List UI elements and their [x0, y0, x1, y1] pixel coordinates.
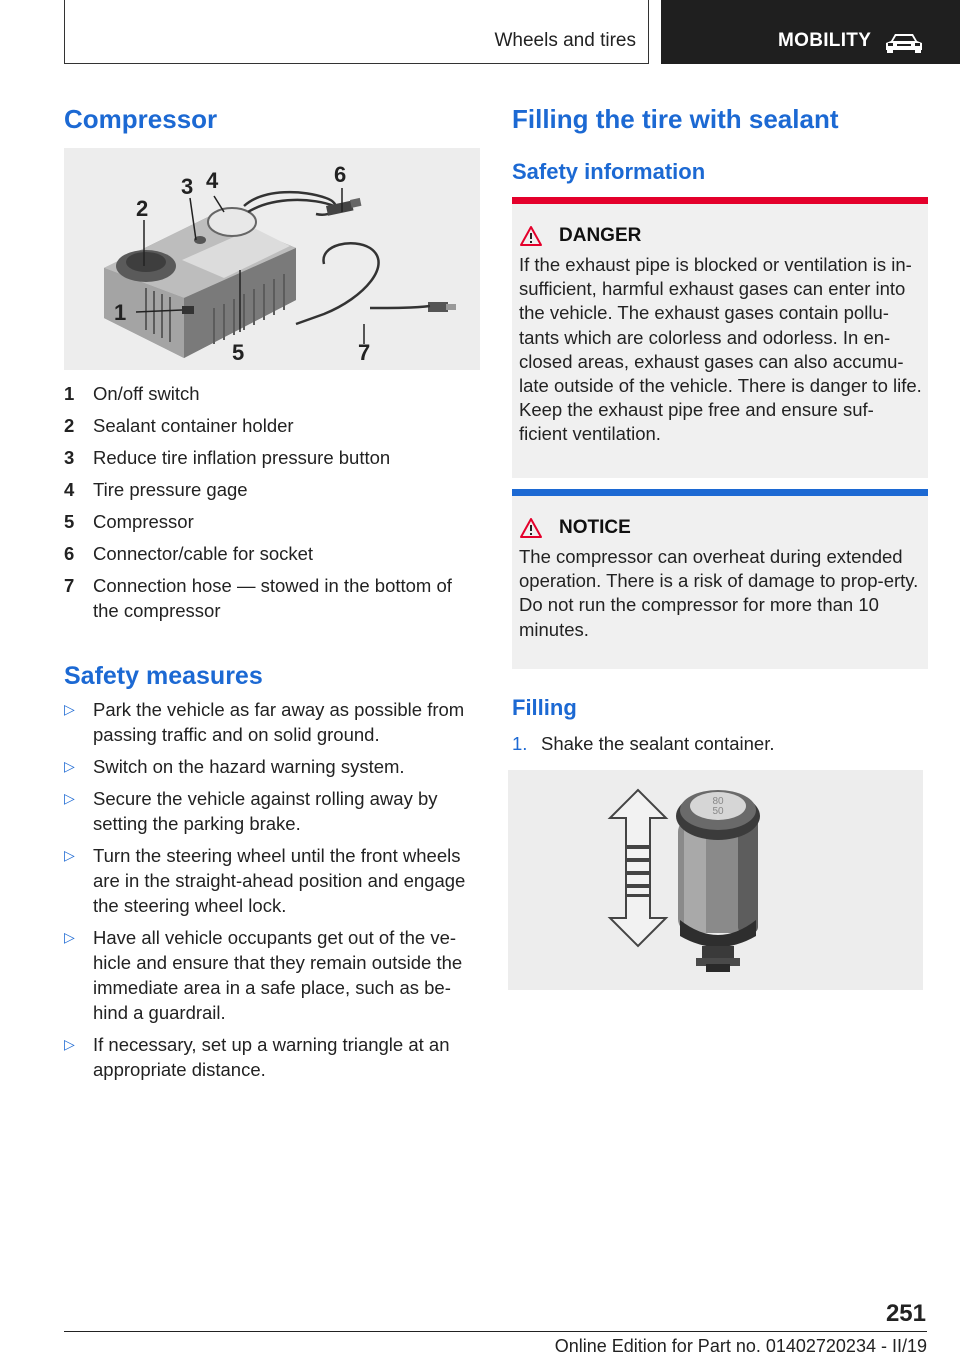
list-item: [64, 754, 480, 779]
legend-text: Compressor: [93, 511, 194, 532]
section-title: Wheels and tires: [494, 30, 636, 51]
legend-number: 1: [64, 383, 75, 404]
list-item-text: Secure the vehicle against rolling away by setting the parking brake.: [93, 788, 438, 834]
bullet-icon: ▷: [64, 701, 75, 717]
list-item-text: Switch on the hazard warning system.: [93, 756, 405, 777]
notice-bar: [512, 489, 928, 496]
list-item-text: Turn the steering wheel until the front wheels are in the straight-ahead position and engage the steering wheel lock.: [93, 845, 466, 916]
list-item: [64, 786, 480, 836]
legend-item: [64, 541, 480, 566]
chapter-title: MOBILITY: [778, 30, 872, 51]
list-item-text: If necessary, set up a warning triangle at an appropriate distance.: [93, 1034, 450, 1080]
bullet-icon: ▷: [64, 847, 75, 863]
legend-number: 2: [64, 415, 75, 436]
bullet-icon: ▷: [64, 929, 75, 945]
legend-text: On/off switch: [93, 383, 200, 404]
legend-text: Connector/cable for socket: [93, 543, 314, 564]
list-item: [64, 843, 480, 918]
list-item-text: Park the vehicle as far away as possible from passing traffic and on solid ground.: [93, 699, 465, 745]
header-chapter-tab: [661, 0, 960, 64]
filling-heading: Filling: [512, 695, 577, 720]
notice-callout: [512, 489, 928, 669]
legend-item: [64, 445, 480, 470]
callout-1: 1: [114, 300, 127, 325]
callout-4: 4: [206, 168, 219, 193]
legend-text: Sealant container holder: [93, 415, 294, 436]
bullet-icon: ▷: [64, 758, 75, 774]
safety-information-heading: Safety information: [512, 159, 706, 184]
legend-number: 3: [64, 447, 75, 468]
warning-triangle-icon: [519, 517, 543, 539]
legend-item: [64, 381, 480, 406]
bullet-icon: ▷: [64, 790, 75, 806]
list-item-text: Have all vehicle occupants get out of the ve‐hicle and ensure that they remain outside the immediate area in a safe place, such as be‐hind a guardrail.: [93, 927, 463, 1023]
legend-item: [64, 413, 480, 438]
legend-text: Tire pressure gage: [93, 479, 248, 500]
header-section-tab: [64, 0, 649, 64]
page-number: 251: [885, 1300, 926, 1327]
legend-item: [64, 477, 480, 502]
safety-measures-heading: Safety measures: [64, 662, 263, 690]
callout-3: 3: [181, 174, 194, 199]
list-item: [64, 697, 480, 747]
legend-item: [64, 573, 480, 623]
warning-triangle-icon: [519, 225, 543, 247]
danger-title: DANGER: [559, 225, 642, 246]
step-number: 1.: [512, 733, 528, 754]
danger-bar: [512, 197, 928, 204]
list-item: [64, 1032, 480, 1082]
list-item: [64, 925, 480, 1025]
legend-text: Reduce tire inflation pressure button: [93, 447, 391, 468]
step-text: Shake the sealant container.: [541, 733, 775, 754]
notice-text: The compressor can overheat during extended operation. There is a risk of damage to prop‐erty. Do not run the compressor for more than 10 minutes.: [519, 546, 919, 640]
shake-container-figure: [508, 770, 923, 990]
safety-measures-list: [64, 697, 480, 1089]
container-label-bottom: 50: [712, 806, 724, 817]
bullet-icon: ▷: [64, 1036, 75, 1052]
legend-number: 4: [64, 479, 75, 500]
notice-title: NOTICE: [559, 517, 631, 538]
callout-6: 6: [334, 162, 347, 187]
compressor-heading: Compressor: [64, 104, 218, 134]
compressor-figure: [64, 148, 480, 370]
step-item: [512, 731, 774, 756]
legend-text: Connection hose — stowed in the bottom of the compressor: [93, 575, 452, 621]
edition-text: Online Edition for Part no. 01402720234 - II/19: [554, 1336, 927, 1356]
filling-sealant-heading: Filling the tire with sealant: [512, 104, 839, 134]
danger-text: If the exhaust pipe is blocked or ventilation is in‐sufficient, harmful exhaust gases can enter into the vehicle. The exhaust gases contain pollu‐tants which are colorless and odorless. In en‐closed areas, exhaust gases can also accumu‐late outside of the vehicle. There is danger to life. Keep the exhaust pipe free and ensure suf‐ficient ventilation.: [519, 254, 922, 445]
legend-number: 7: [64, 575, 75, 596]
danger-callout: [512, 197, 928, 478]
container-label-top: 80: [712, 796, 724, 807]
compressor-legend: [64, 381, 480, 630]
car-icon: [883, 30, 925, 54]
legend-number: 5: [64, 511, 75, 532]
legend-item: [64, 509, 480, 534]
callout-2: 2: [136, 196, 149, 221]
legend-number: 6: [64, 543, 75, 564]
footer-divider: [64, 1331, 927, 1332]
callout-5: 5: [232, 340, 245, 365]
callout-7: 7: [358, 340, 371, 365]
